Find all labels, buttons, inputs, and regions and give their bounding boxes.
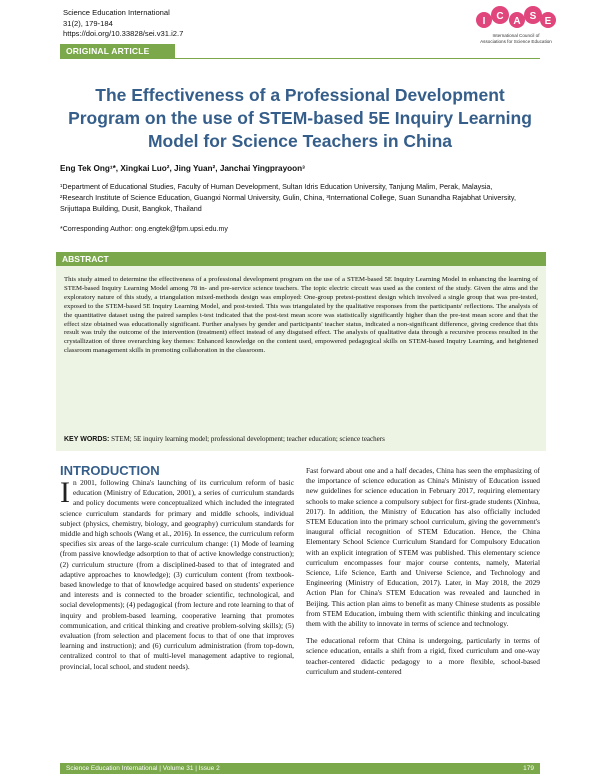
logo-letter-e: E [544,16,552,27]
icase-logo-mark [470,4,560,52]
logo-caption-1: International Council of [492,33,540,38]
corresponding-author: *Corresponding Author: ong.engtek@fpm.upsi.edu.my [60,226,228,233]
intro-paragraph [60,478,294,672]
affiliation-line: Srijuttapa Building, Dusit, Bangkok, Thailand [60,204,202,213]
icase-logo [470,4,560,52]
abstract-heading: ABSTRACT [56,252,546,266]
page-footer [60,763,540,774]
keywords-text: STEM; 5E inquiry learning model; professional development; teacher education; science teachers [111,435,385,443]
affiliation-line: ¹Department of Educational Studies, Faculty of Human Development, Sultan Idris Education University, Tanjung Malim, Perak, Malaysia, [60,182,493,191]
article-type-label: ORIGINAL ARTICLE [60,44,175,58]
logo-letter-i: I [482,16,486,27]
abstract-text: This study aimed to determine the effectiveness of a professional development program on the use of a STEM-based 5E Inquiry Learning Model in enhancing the learning of STEM-based Inquiry Learning Model among 78 in- and pre-service science teachers. The topic electric circuit was used as the context of the study. Given the aims and the exploratory nature of this study, a triangulation mixed-methods design was employed: One-group pretest-posttest design which involved a single group that was pre-tested, exposed to the STEM-based 5E Inquiry Learning Model, and post-tested. This was triangulated by the qualitative responses from the participants' reflections. The analysis of the quantitative dataset using the paired samples t-test indicated that the post-test mean score was statistically significantly higher than the pre-test mean score and that the effect size obtained was educationally significant. Further analyses by gender and participants' teacher status, indicated a non-significant difference, giving credence that this result was truly the outcome of the intervention (treatment) effect instead of any disguised effect. The analysis of qualitative data through a recursive process resulted in the crystallization of three overarching key themes: Enhanced knowledge on the content used, empowered pedagogical skills on STEM-based Inquiry Learning, and heightened classroom management skills in promoting collaboration in the classroom. [64,276,538,355]
affiliation-line: ²Research Institute of Science Education, Guangxi Normal University, Gulin, China, ³International College, Suan Sunandha Rajabhat University, [60,193,516,202]
intro-right-paragraph-1: Fast forward about one and a half decades, China has seen the emphasizing of the importance of science education as China's Ministry of Education issued new guidelines for science education in February 2017, requiring elementary schools to make science a compulsory subject for first-grade students (Xinhua, 2017). In addition, the Ministry of Education has also officially included STEM Education into the primary school curriculum, giving the government's inaugural official recognition of STEM Education. Hence, the China Elementary School Science Curriculum Standard for Compulsory Education with an explicit integration of STEM was published. This elementary science curriculum encompasses four major course contents, namely, Material Science, Life Science, Earth and Universe Science, and Technology and Engineering (Ministry of Education, 2017). Later, in May 2018, the 2029 Action Plan for China's STEM Education was revealed and launched in Beijing. This action plan aims to benefit as many Chinese students as possible from STEM Education, imbuing them with scientific thinking and inculcating them with the ability to innovate in terms of science and technology. [306,466,540,629]
journal-name: Science Education International [63,8,170,17]
journal-meta [63,8,183,40]
header-divider [60,58,540,59]
intro-left-column [60,478,294,672]
logo-letter-s: S [529,11,537,22]
article-title: The Effectiveness of a Professional Development Program on the use of STEM-based 5E Inquiry Learning Model for Science Teachers in China [68,85,532,151]
logo-letter-a: A [513,16,521,27]
author-list: Eng Tek Ong¹*, Xingkai Luo², Jing Yuan², Janchai Yingprayoon³ [60,164,305,173]
intro-left-text: n 2001, following China's launching of its curriculum reform of basic education (Ministry of Education, 2001), a series of curriculum standards and policy documents were conceptualized which included the integrated science curriculum standards for primary and middle schools, individual subject (physics, chemistry, biology, and geography) curriculum standards for middle and high schools (Wang et al., 2016). In essence, the curriculum reform specifies six areas of the large-scale curriculum change: (1) Mode of learning (from passive knowledge adsorption to that of active knowledge construction); (2) curriculum structure (from a disciplined-based to that of integrated and adaptive approaches to knowledge); (3) curriculum content (from textbook-based knowledge to that of knowledge acquired based on students' experience and interests and is connected to the broader scientific, technological, and social developments); (4) pedagogical (from lecture and rote learning to that of inquiry and problem-based learning, cooperative learning that promotes communication, and critical thinking and creative problem-solving skills); (5) evaluation (from selection and placement focus to that of one that improves learning and instruction); and (6) curriculum administration (from top-down, centralized control to that of multi-level management adaptive to regional, provincial, local school, and student needs). [60,478,294,671]
footer-journal: Science Education International | Volume 31 | Issue 2 [66,765,220,772]
logo-caption-2: Associations for Science Education [480,39,552,44]
page-number: 179 [523,765,534,772]
intro-right-paragraph-2: The educational reform that China is undergoing, particularly in terms of science education, entails a shift from a rigid, fixed curriculum and one-way teacher-centered didactic pedagogy to a more flexible, school-based curriculum and student-centered [306,636,540,676]
logo-letter-c: C [496,11,504,22]
introduction-heading: INTRODUCTION [60,463,160,478]
journal-volume: 31(2), 179-184 [63,18,113,28]
keywords-label: KEY WORDS: [64,436,110,443]
keywords [64,435,538,444]
affiliations [60,181,538,214]
journal-doi[interactable]: https://doi.org/10.33828/sei.v31.i2.7 [63,29,184,38]
drop-cap: I [60,476,70,509]
intro-right-column [306,466,540,677]
